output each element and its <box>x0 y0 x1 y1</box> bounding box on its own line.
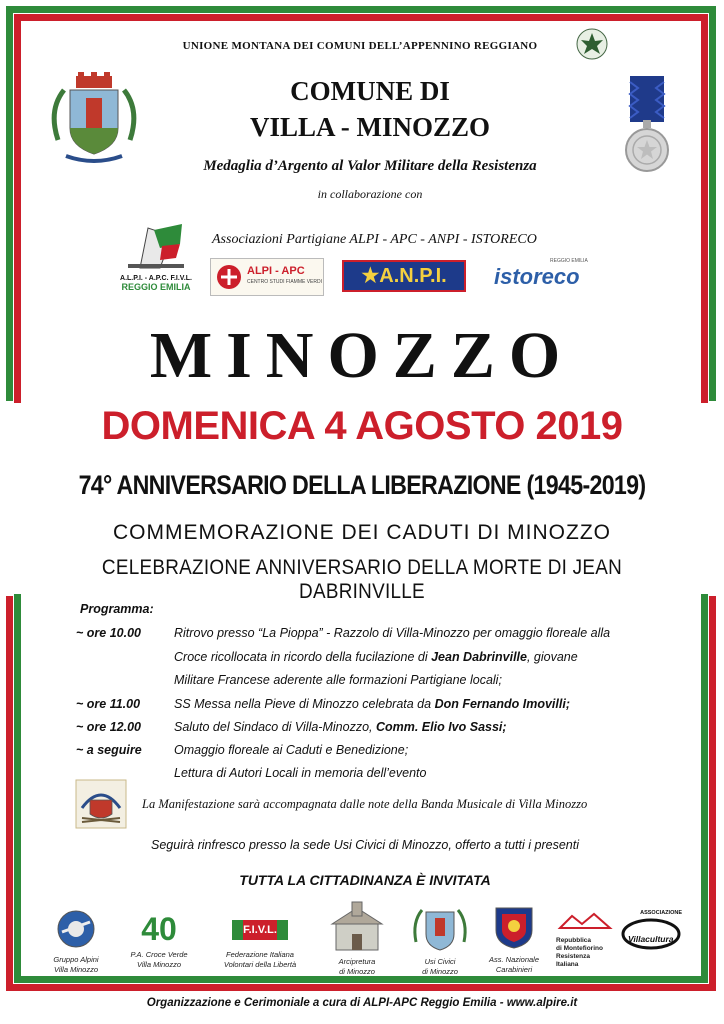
rinfresco-line: Seguirà rinfresco presso la sede Usi Civici di Minozzo, offerto a tutti i presenti <box>151 838 579 852</box>
arcipretura-caption-2: di Minozzo <box>339 967 375 976</box>
program-name-don: Don Fernando Imovilli; <box>434 697 570 711</box>
anpi-label: A.N.P.I. <box>379 265 447 287</box>
croce-verde-caption-2: Villa Minozzo <box>136 960 182 969</box>
footer-logo-villacultura <box>620 910 682 966</box>
footer-logo-arcipretura <box>322 900 392 988</box>
program-time-2: ~ ore 11.00 <box>76 697 141 711</box>
carabinieri-shield-icon <box>482 904 546 950</box>
alpi-apc-sub: CENTRO STUDI FIAMME VERDI <box>247 279 323 285</box>
program-name-sindaco: Comm. Elio Ivo Sassi; <box>375 720 507 734</box>
medaglia-line: Medaglia d’Argento al Valor Militare della Resistenza <box>203 158 537 174</box>
banda-line: La Manifestazione sarà accompagnata dalle note della Banda Musicale di Villa Minozzo <box>142 797 588 811</box>
program-text-2 <box>174 697 640 711</box>
villacultura-caption-1: ASSOCIAZIONE <box>640 910 682 916</box>
comune-title-line1: COMUNE DI <box>290 76 450 106</box>
arcipretura-caption-1: Arcipretura <box>338 957 376 966</box>
place-title: MINOZZO <box>149 319 575 392</box>
alpini-caption-1: Gruppo Alpini <box>53 955 99 964</box>
fivl-caption-2: Volontari della Libertà <box>223 960 297 969</box>
program-name-jean: Jean Dabrinville <box>431 650 527 664</box>
anpi-star-icon: ★ <box>361 265 380 287</box>
footer-logo-croce-verde <box>124 908 194 988</box>
alpi-apc-logo <box>210 258 324 296</box>
carabinieri-caption-2: Carabinieri <box>495 965 533 974</box>
program-text-2-part: SS Messa nella Pieve di Minozzo celebrata da <box>174 697 435 711</box>
associazioni-line: Associazioni Partigiane ALPI - APC - ANPI - ISTORECO <box>212 232 537 247</box>
program-time-1: ~ ore 10.00 <box>76 626 141 640</box>
montefiorino-caption-1: Repubblica <box>556 937 592 944</box>
collaboration-line: in collaborazione con <box>317 187 423 201</box>
carabinieri-caption-1: Ass. Nazionale <box>488 955 540 964</box>
invito-line: TUTTA LA CITTADINANZA È INVITATA <box>239 872 491 888</box>
program-text-3 <box>174 720 640 734</box>
organizzazione-line: Organizzazione e Cerimoniale a cura di ALPI-APC Reggio Emilia - www.alpire.it <box>146 997 578 1009</box>
alpini-caption-2: Villa Minozzo <box>53 965 99 974</box>
commemoration-title: COMMEMORAZIONE DEI CADUTI DI MINOZZO <box>113 521 611 544</box>
program-text-1b <box>174 650 640 664</box>
fivl-caption-1: Federazione Italiana <box>226 950 294 959</box>
anniversary-title: 74° ANNIVERSARIO DELLA LIBERAZIONE (1945-2019) <box>78 470 646 500</box>
program-text-3-part: Saluto del Sindaco di Villa-Minozzo, <box>174 720 376 734</box>
celebration-title: CELEBRAZIONE ANNIVERSARIO DELLA MORTE DI JEAN DABRINVILLE <box>101 556 623 603</box>
program-text-4a: Omaggio floreale ai Caduti e Benedizione; <box>174 743 409 757</box>
footer-logo-fivl <box>212 908 308 988</box>
footer-logo-usi-civici <box>408 902 472 988</box>
alpi-flag-icon <box>110 218 202 270</box>
union-header: UNIONE MONTANA DEI COMUNI DELL’APPENNINO REGGIANO <box>182 40 538 52</box>
church-icon <box>322 900 392 952</box>
istoreco-label: istoreco <box>494 264 580 289</box>
usi-civici-caption-1: Usi Civici <box>424 957 456 966</box>
program-text-1b-end: , giovane <box>526 650 578 664</box>
montefiorino-caption-3: Resistenza <box>556 953 590 960</box>
montefiorino-caption-4: Italiana <box>556 961 579 968</box>
anpi-logo <box>342 260 466 292</box>
comune-title-line2: VILLA - MINOZZO <box>249 112 491 142</box>
usi-civici-caption-2: di Minozzo <box>422 967 458 976</box>
silver-medal-icon <box>622 74 672 174</box>
croce-verde-caption-1: P.A. Croce Verde <box>130 950 188 959</box>
montefiorino-caption-2: di Montefiorino <box>556 945 603 952</box>
alpi-fivl-logo <box>110 218 202 296</box>
villacultura-swirl-icon <box>620 916 682 950</box>
fivl-badge: F.I.V.L. <box>232 920 288 940</box>
program-time-4: ~ a seguire <box>76 743 142 757</box>
program-text-1b-part: Croce ricollocata in ricordo della fucilazione di <box>174 650 428 664</box>
event-date: DOMENICA 4 AGOSTO 2019 <box>101 404 623 448</box>
usi-civici-crest-icon <box>408 902 472 952</box>
program-time-3: ~ ore 12.00 <box>76 720 141 734</box>
croce-verde-40-badge: 40 <box>141 911 177 947</box>
program-text-1c: Militare Francese aderente alle formazioni Partigiane locali; <box>174 673 502 687</box>
banda-musicale-logo-icon <box>74 778 128 830</box>
montefiorino-map-icon <box>556 912 614 932</box>
footer-logo-alpini <box>46 908 106 988</box>
footer-logo-carabinieri <box>482 904 546 988</box>
alpi-apc-label: ALPI - APC <box>247 265 305 277</box>
alpini-emblem-icon <box>46 908 106 950</box>
program-text-4b: Lettura di Autori Locali in memoria dell’evento <box>174 766 427 780</box>
program-text-1a: Ritrovo presso “La Pioppa” - Razzolo di Villa-Minozzo per omaggio floreale alla <box>174 626 611 640</box>
istoreco-logo <box>492 258 602 292</box>
villacultura-caption-2: Villacultura <box>628 934 674 944</box>
footer-logo-montefiorino <box>556 912 614 988</box>
istoreco-city: REGGIO EMILIA <box>550 258 588 264</box>
alpi-apc-emblem-icon <box>215 263 243 291</box>
alpi-fivl-city: REGGIO EMILIA <box>121 282 191 292</box>
alpi-fivl-label: A.L.P.I. - A.P.C. F.I.V.L. <box>120 275 192 282</box>
program-heading: Programma: <box>80 602 154 616</box>
villa-minozzo-coat-of-arms-icon <box>48 70 140 166</box>
union-leaf-emblem-icon <box>576 28 608 60</box>
